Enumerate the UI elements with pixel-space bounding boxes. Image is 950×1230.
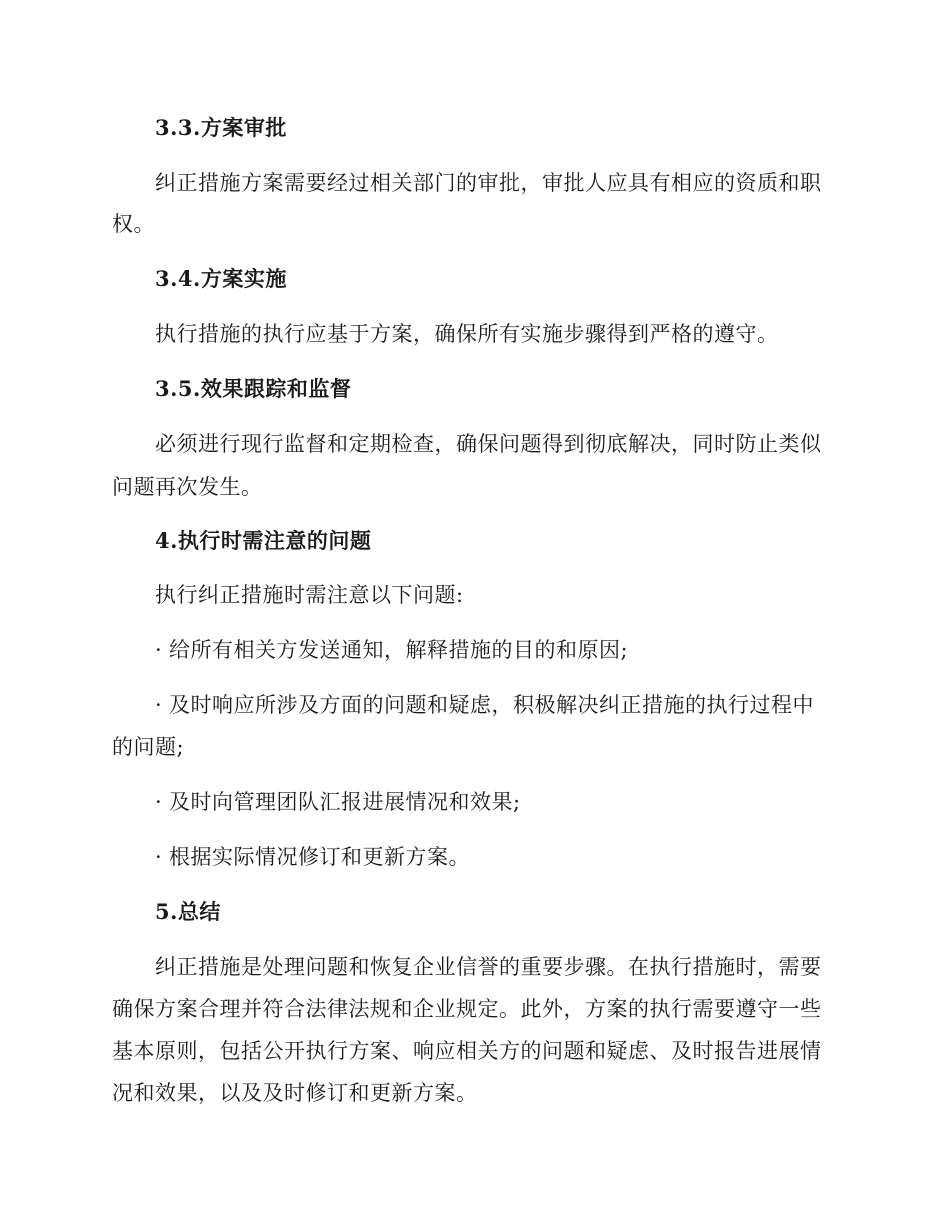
section-3-5-heading: 3.5.效果跟踪和监督 bbox=[155, 376, 352, 401]
section-3-3-heading: 3.3.方案审批 bbox=[155, 115, 287, 140]
section-3-5-paragraph-line: 问题再次发生。 bbox=[112, 475, 263, 499]
section-5-paragraph-line: 况和效果，以及及时修订和更新方案。 bbox=[112, 1081, 478, 1105]
section-3-4-heading: 3.4.方案实施 bbox=[155, 266, 287, 291]
bullet-dot-icon: · bbox=[155, 638, 163, 662]
list-item-text: 根据实际情况修订和更新方案。 bbox=[169, 845, 470, 869]
section-3-5-paragraph-line: 必须进行现行监督和定期检查，确保问题得到彻底解决，同时防止类似 bbox=[155, 432, 822, 456]
list-item-text: 及时响应所涉及方面的问题和疑虑，积极解决纠正措施的执行过程中 bbox=[169, 693, 814, 717]
bullet-dot-icon: · bbox=[155, 790, 163, 814]
section-4-heading: 4.执行时需注意的问题 bbox=[155, 528, 372, 553]
section-5-heading: 5.总结 bbox=[155, 899, 221, 924]
list-item bbox=[155, 637, 628, 663]
list-item-text: 给所有相关方发送通知，解释措施的目的和原因; bbox=[169, 638, 629, 662]
section-5-paragraph-line: 纠正措施是处理问题和恢复企业信誉的重要步骤。在执行措施时，需要 bbox=[155, 955, 822, 979]
section-4-intro: 执行纠正措施时需注意以下问题: bbox=[155, 583, 464, 607]
list-item bbox=[155, 692, 814, 718]
section-5-paragraph-line: 确保方案合理并符合法律法规和企业规定。此外，方案的执行需要遵守一些 bbox=[112, 997, 822, 1021]
section-3-4-paragraph-line: 执行措施的执行应基于方案，确保所有实施步骤得到严格的遵守。 bbox=[155, 322, 779, 346]
section-3-3-paragraph-line: 权。 bbox=[112, 212, 155, 236]
list-item bbox=[155, 844, 470, 870]
bullet-dot-icon: · bbox=[155, 693, 163, 717]
section-3-3-paragraph-line: 纠正措施方案需要经过相关部门的审批，审批人应具有相应的资质和职 bbox=[155, 171, 822, 195]
bullet-dot-icon: · bbox=[155, 845, 163, 869]
section-5-paragraph-line: 基本原则，包括公开执行方案、响应相关方的问题和疑虑、及时报告进展情 bbox=[112, 1039, 822, 1063]
list-item-text: 及时向管理团队汇报进展情况和效果; bbox=[169, 790, 521, 814]
list-item bbox=[155, 789, 521, 815]
list-item-continuation: 的问题; bbox=[112, 735, 185, 759]
